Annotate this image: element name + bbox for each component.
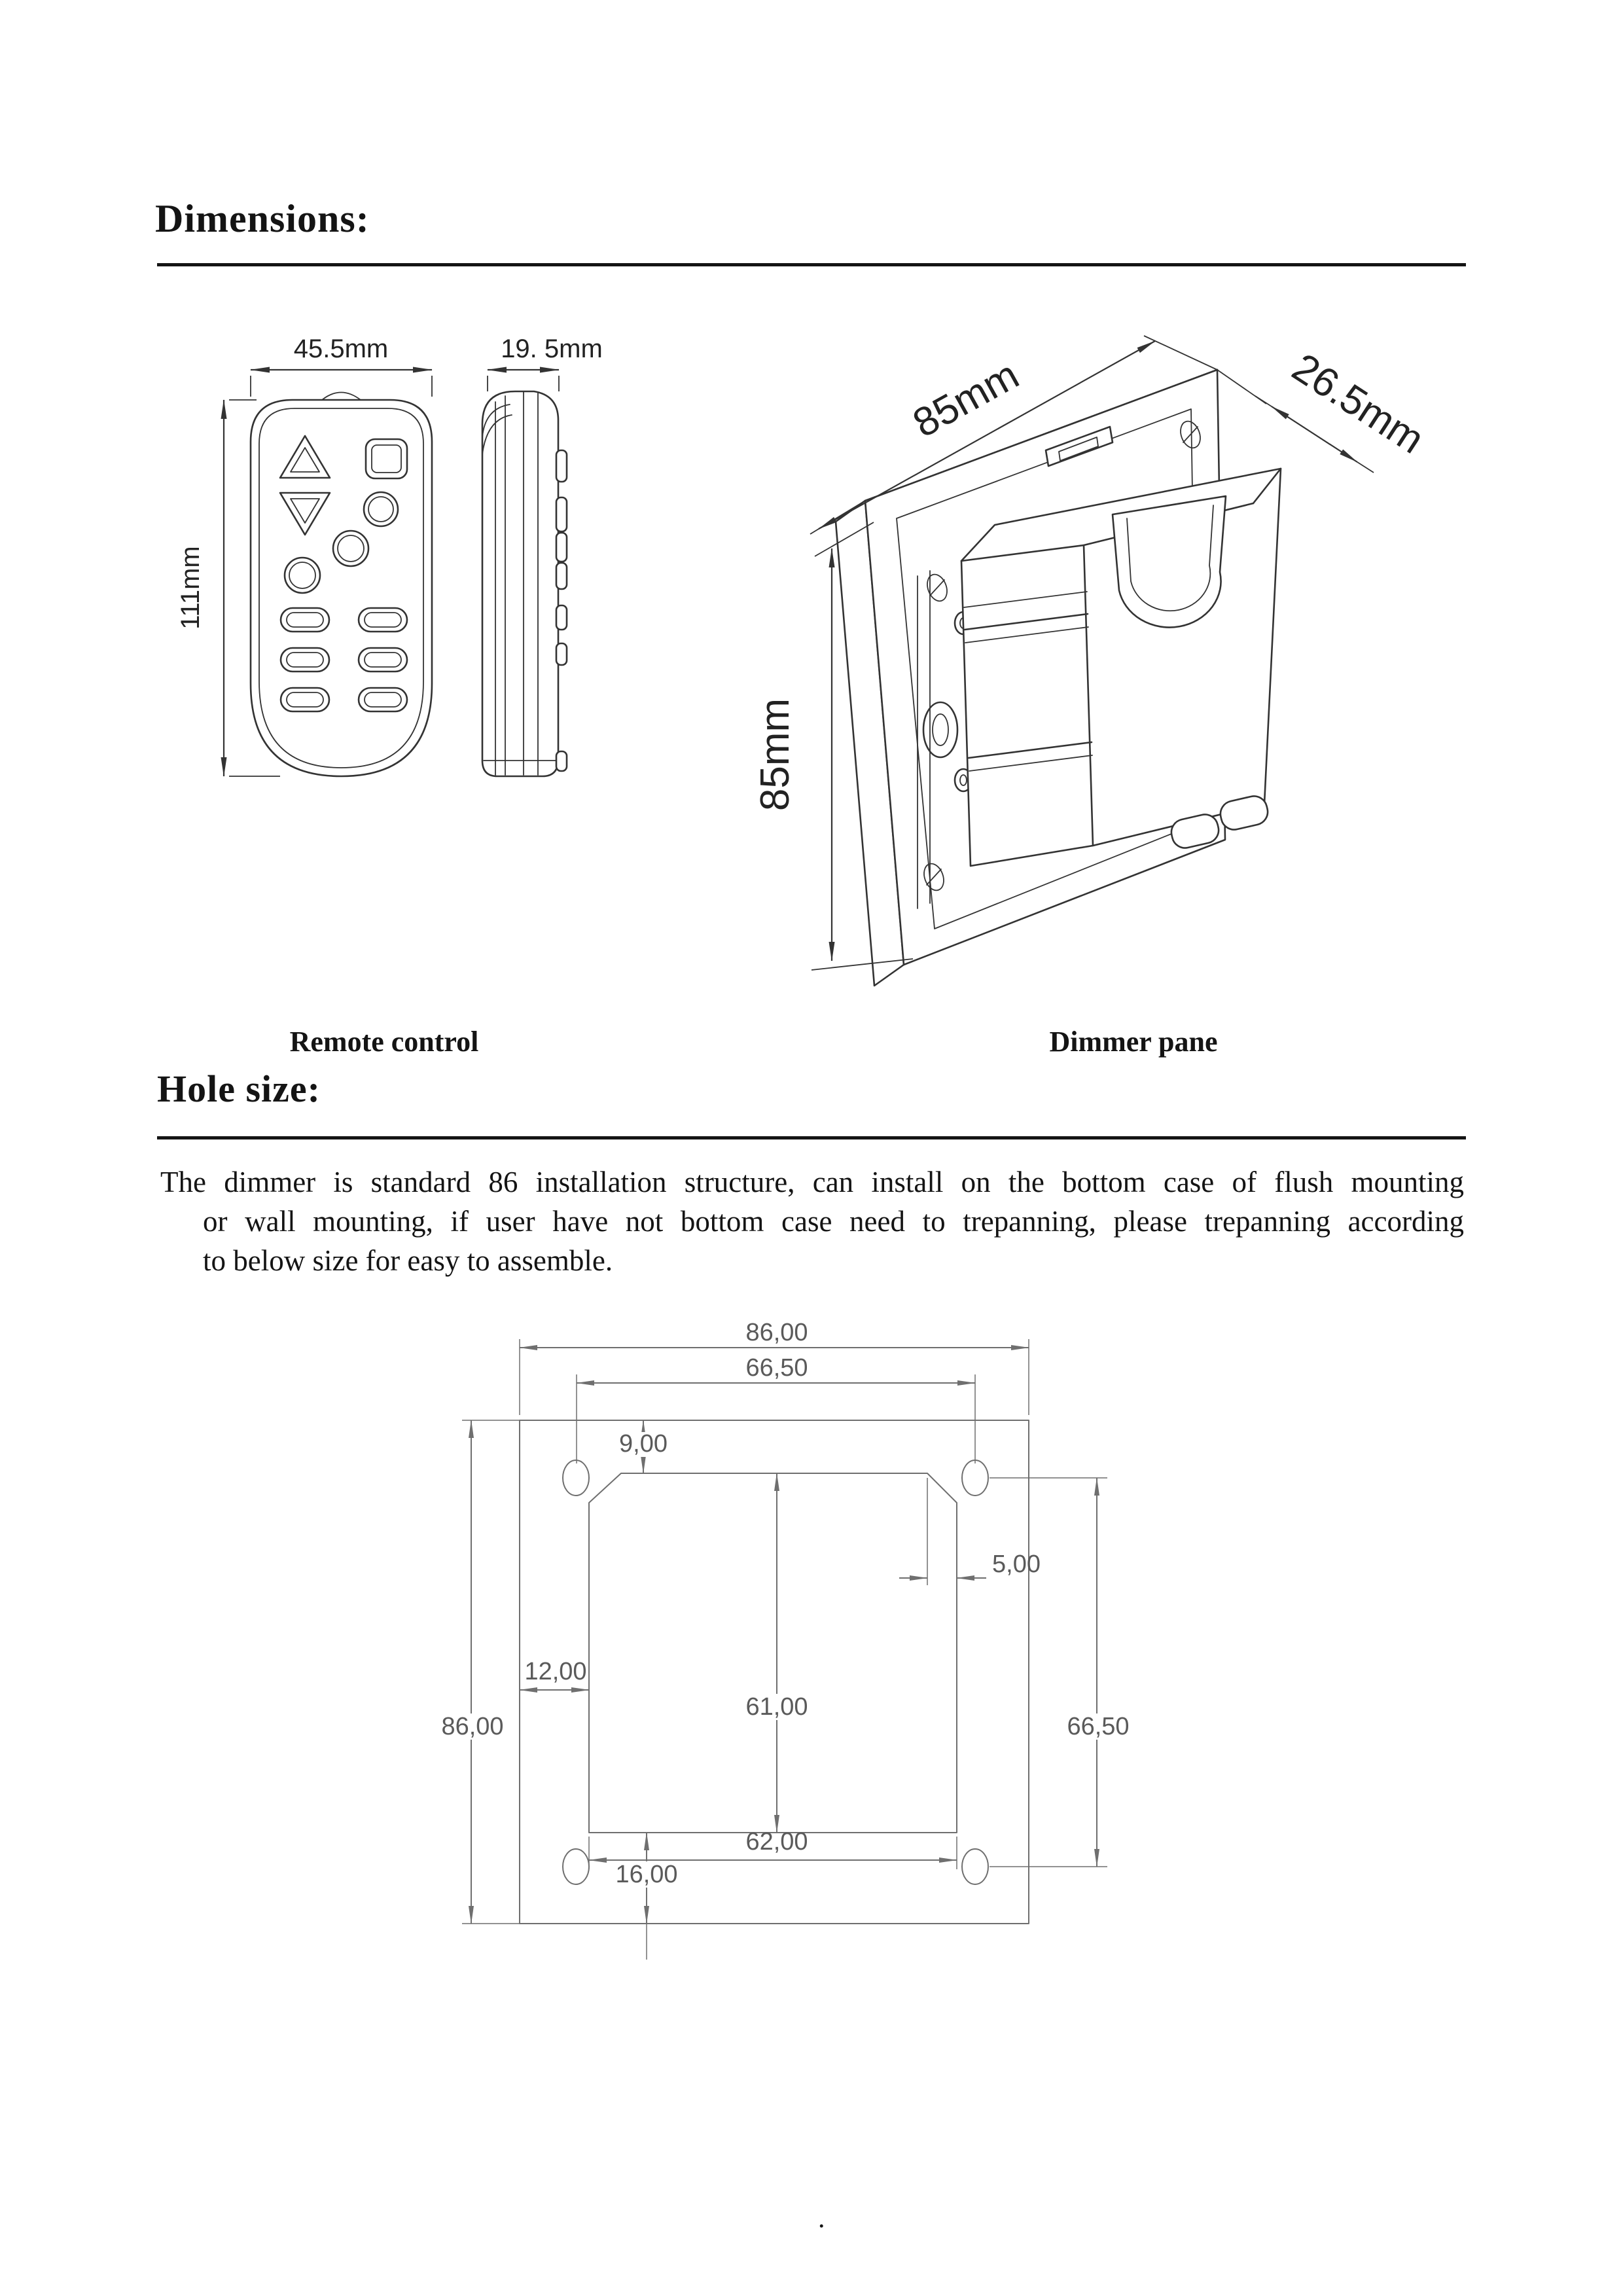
svg-text:9,00: 9,00 — [619, 1430, 668, 1458]
dim-cut-height — [738, 1473, 815, 1833]
remote-width-dimension — [251, 334, 432, 397]
pill-buttons — [281, 608, 407, 711]
dim-side-offset — [520, 1658, 589, 1690]
svg-text:5,00: 5,00 — [992, 1551, 1041, 1578]
dimmer-caption: Dimmer pane — [1049, 1026, 1218, 1058]
svg-text:66,50: 66,50 — [1067, 1713, 1130, 1740]
hole-size-paragraph — [160, 1162, 1464, 1280]
remote-side-view — [482, 391, 567, 776]
remote-width-label: 45.5mm — [293, 334, 389, 363]
dimmer-height-label: 85mm — [753, 698, 798, 812]
dim-hole-spacing-v — [990, 1478, 1137, 1867]
svg-text:86,00: 86,00 — [441, 1713, 504, 1740]
remote-depth-dimension — [488, 334, 603, 391]
remote-front-view — [251, 393, 432, 777]
remote-height-label: 111mm — [176, 546, 205, 630]
svg-text:61,00: 61,00 — [745, 1693, 808, 1721]
dimmer-depth-label: 26.5mm — [1284, 344, 1432, 463]
dimmer-depth-dimension — [1217, 345, 1432, 473]
cutout-hatched-area — [589, 1473, 957, 1833]
svg-text:12,00: 12,00 — [524, 1658, 587, 1685]
remote-depth-label: 19. 5mm — [501, 334, 603, 363]
paragraph-line-1: The dimmer is standard 86 installation structure, can install on the bottom case of flush mounting — [160, 1166, 1464, 1198]
mounting-holes — [563, 1460, 988, 1884]
hole-size-title: Hole size: — [157, 1067, 321, 1110]
remote-control-drawing — [164, 308, 622, 818]
header-divider — [157, 263, 1466, 266]
page-title: Dimensions: — [155, 197, 370, 240]
svg-text:66,50: 66,50 — [745, 1354, 808, 1382]
dimmer-width-label: 85mm — [906, 352, 1027, 447]
hole-size-divider — [157, 1136, 1466, 1139]
svg-text:62,00: 62,00 — [745, 1828, 808, 1856]
round-button-2 — [333, 531, 368, 566]
paragraph-line-3: to below size for easy to assemble. — [203, 1244, 613, 1277]
hole-size-drawing — [393, 1296, 1178, 1990]
round-button-3 — [285, 558, 320, 593]
svg-text:86,00: 86,00 — [745, 1319, 808, 1346]
dim-bottom-offset — [609, 1833, 686, 1960]
dimmer-panel-drawing — [753, 308, 1459, 1014]
svg-text:16,00: 16,00 — [615, 1861, 678, 1888]
dim-overall-height — [433, 1420, 520, 1924]
paragraph-line-2: or wall mounting, if user have not bottom case need to trepanning, please trepanning according — [203, 1205, 1464, 1238]
dimmer-module — [961, 469, 1281, 866]
remote-caption: Remote control — [289, 1026, 479, 1058]
footer-dot: . — [818, 2204, 825, 2234]
dim-top-offset — [609, 1420, 678, 1473]
